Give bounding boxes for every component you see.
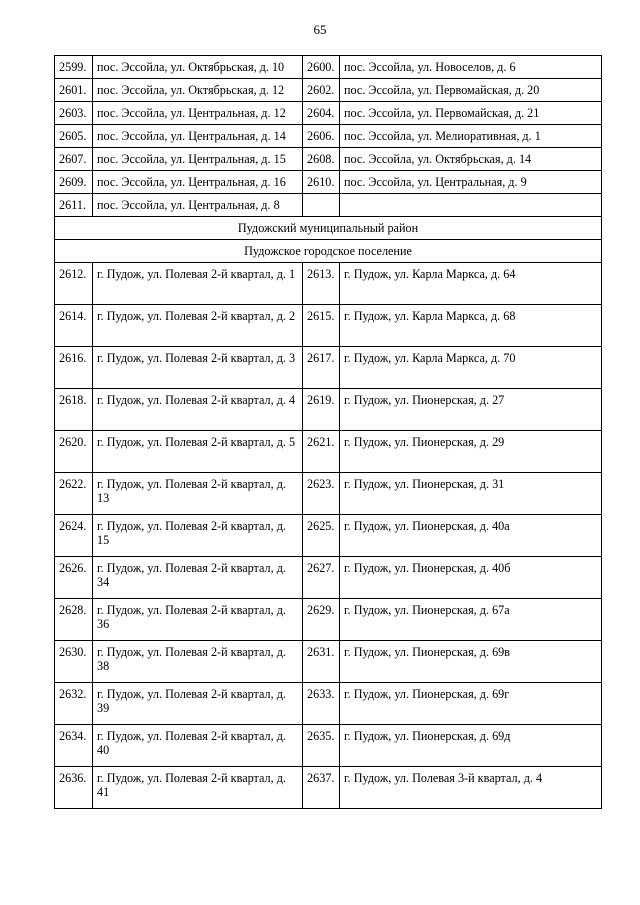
address-cell: пос. Эссойла, ул. Новоселов, д. 6 [340, 56, 602, 79]
address-cell: пос. Эссойла, ул. Центральная, д. 16 [93, 171, 303, 194]
table-headings [55, 217, 602, 263]
table-row [55, 263, 602, 305]
address-cell: г. Пудож, ул. Полевая 2-й квартал, д. 3 [93, 347, 303, 389]
record-number: 2621. [303, 431, 340, 473]
address-cell: г. Пудож, ул. Пионерская, д. 27 [340, 389, 602, 431]
record-number: 2613. [303, 263, 340, 305]
record-number: 2620. [55, 431, 93, 473]
address-cell [340, 194, 602, 217]
address-cell: г. Пудож, ул. Полевая 2-й квартал, д. 4 [93, 389, 303, 431]
address-cell: г. Пудож, ул. Пионерская, д. 40б [340, 557, 602, 599]
table-row [55, 599, 602, 641]
record-number: 2623. [303, 473, 340, 515]
address-cell: пос. Эссойла, ул. Октябрьская, д. 10 [93, 56, 303, 79]
record-number: 2628. [55, 599, 93, 641]
record-number: 2615. [303, 305, 340, 347]
record-number: 2599. [55, 56, 93, 79]
record-number: 2612. [55, 263, 93, 305]
record-number: 2634. [55, 725, 93, 767]
address-cell: пос. Эссойла, ул. Центральная, д. 15 [93, 148, 303, 171]
address-cell: г. Пудож, ул. Пионерская, д. 69в [340, 641, 602, 683]
record-number: 2600. [303, 56, 340, 79]
table-row [55, 171, 602, 194]
record-number: 2607. [55, 148, 93, 171]
table-row [55, 431, 602, 473]
address-cell: пос. Эссойла, ул. Центральная, д. 8 [93, 194, 303, 217]
record-number: 2635. [303, 725, 340, 767]
address-cell: пос. Эссойла, ул. Центральная, д. 14 [93, 125, 303, 148]
address-cell: г. Пудож, ул. Полевая 2-й квартал, д. 5 [93, 431, 303, 473]
address-cell: пос. Эссойла, ул. Центральная, д. 9 [340, 171, 602, 194]
record-number: 2601. [55, 79, 93, 102]
table-row [55, 79, 602, 102]
record-number: 2617. [303, 347, 340, 389]
district-heading: Пудожский муниципальный район [55, 217, 602, 240]
table-row [55, 767, 602, 809]
address-cell: г. Пудож, ул. Полевая 2-й квартал, д. 36 [93, 599, 303, 641]
record-number: 2630. [55, 641, 93, 683]
record-number: 2604. [303, 102, 340, 125]
record-number: 2625. [303, 515, 340, 557]
table-row [55, 56, 602, 79]
address-cell: г. Пудож, ул. Карла Маркса, д. 68 [340, 305, 602, 347]
record-number: 2611. [55, 194, 93, 217]
address-cell: г. Пудож, ул. Пионерская, д. 31 [340, 473, 602, 515]
address-cell: г. Пудож, ул. Полевая 3-й квартал, д. 4 [340, 767, 602, 809]
table-row [55, 473, 602, 515]
table-row [55, 102, 602, 125]
table-row [55, 194, 602, 217]
address-cell: г. Пудож, ул. Карла Маркса, д. 64 [340, 263, 602, 305]
record-number: 2606. [303, 125, 340, 148]
address-cell: г. Пудож, ул. Полевая 2-й квартал, д. 40 [93, 725, 303, 767]
address-cell: г. Пудож, ул. Карла Маркса, д. 70 [340, 347, 602, 389]
record-number: 2636. [55, 767, 93, 809]
address-table [54, 55, 602, 809]
address-cell: пос. Эссойла, ул. Первомайская, д. 20 [340, 79, 602, 102]
record-number: 2629. [303, 599, 340, 641]
address-cell: г. Пудож, ул. Полевая 2-й квартал, д. 13 [93, 473, 303, 515]
table-row [55, 305, 602, 347]
table-body-pudozh [55, 263, 602, 809]
address-cell: г. Пудож, ул. Полевая 2-й квартал, д. 39 [93, 683, 303, 725]
record-number: 2610. [303, 171, 340, 194]
record-number: 2603. [55, 102, 93, 125]
record-number: 2602. [303, 79, 340, 102]
address-cell: г. Пудож, ул. Полевая 2-й квартал, д. 34 [93, 557, 303, 599]
record-number: 2632. [55, 683, 93, 725]
address-cell: пос. Эссойла, ул. Центральная, д. 12 [93, 102, 303, 125]
table-body-essoila [55, 56, 602, 217]
address-cell: пос. Эссойла, ул. Первомайская, д. 21 [340, 102, 602, 125]
address-cell: пос. Эссойла, ул. Октябрьская, д. 12 [93, 79, 303, 102]
table-row [55, 725, 602, 767]
record-number: 2627. [303, 557, 340, 599]
table-row [55, 389, 602, 431]
table-row [55, 557, 602, 599]
record-number: 2614. [55, 305, 93, 347]
address-cell: пос. Эссойла, ул. Мелиоративная, д. 1 [340, 125, 602, 148]
address-cell: г. Пудож, ул. Полевая 2-й квартал, д. 1 [93, 263, 303, 305]
record-number: 2633. [303, 683, 340, 725]
address-cell: г. Пудож, ул. Пионерская, д. 29 [340, 431, 602, 473]
record-number [303, 194, 340, 217]
page-number: 65 [313, 22, 327, 37]
record-number: 2616. [55, 347, 93, 389]
address-cell: г. Пудож, ул. Пионерская, д. 69д [340, 725, 602, 767]
address-cell: г. Пудож, ул. Полевая 2-й квартал, д. 15 [93, 515, 303, 557]
settlement-heading: Пудожское городское поселение [55, 240, 602, 263]
record-number: 2619. [303, 389, 340, 431]
record-number: 2637. [303, 767, 340, 809]
district-heading-row [55, 217, 602, 240]
record-number: 2618. [55, 389, 93, 431]
record-number: 2626. [55, 557, 93, 599]
record-number: 2609. [55, 171, 93, 194]
record-number: 2608. [303, 148, 340, 171]
address-cell: г. Пудож, ул. Полевая 2-й квартал, д. 41 [93, 767, 303, 809]
address-cell: г. Пудож, ул. Полевая 2-й квартал, д. 38 [93, 641, 303, 683]
record-number: 2605. [55, 125, 93, 148]
record-number: 2622. [55, 473, 93, 515]
table-row [55, 125, 602, 148]
table-row [55, 347, 602, 389]
address-cell: г. Пудож, ул. Пионерская, д. 40а [340, 515, 602, 557]
table-row [55, 641, 602, 683]
settlement-heading-row [55, 240, 602, 263]
address-cell: г. Пудож, ул. Пионерская, д. 69г [340, 683, 602, 725]
address-cell: пос. Эссойла, ул. Октябрьская, д. 14 [340, 148, 602, 171]
table-row [55, 148, 602, 171]
table-row [55, 683, 602, 725]
table-row [55, 515, 602, 557]
address-cell: г. Пудож, ул. Пионерская, д. 67а [340, 599, 602, 641]
record-number: 2631. [303, 641, 340, 683]
record-number: 2624. [55, 515, 93, 557]
address-cell: г. Пудож, ул. Полевая 2-й квартал, д. 2 [93, 305, 303, 347]
